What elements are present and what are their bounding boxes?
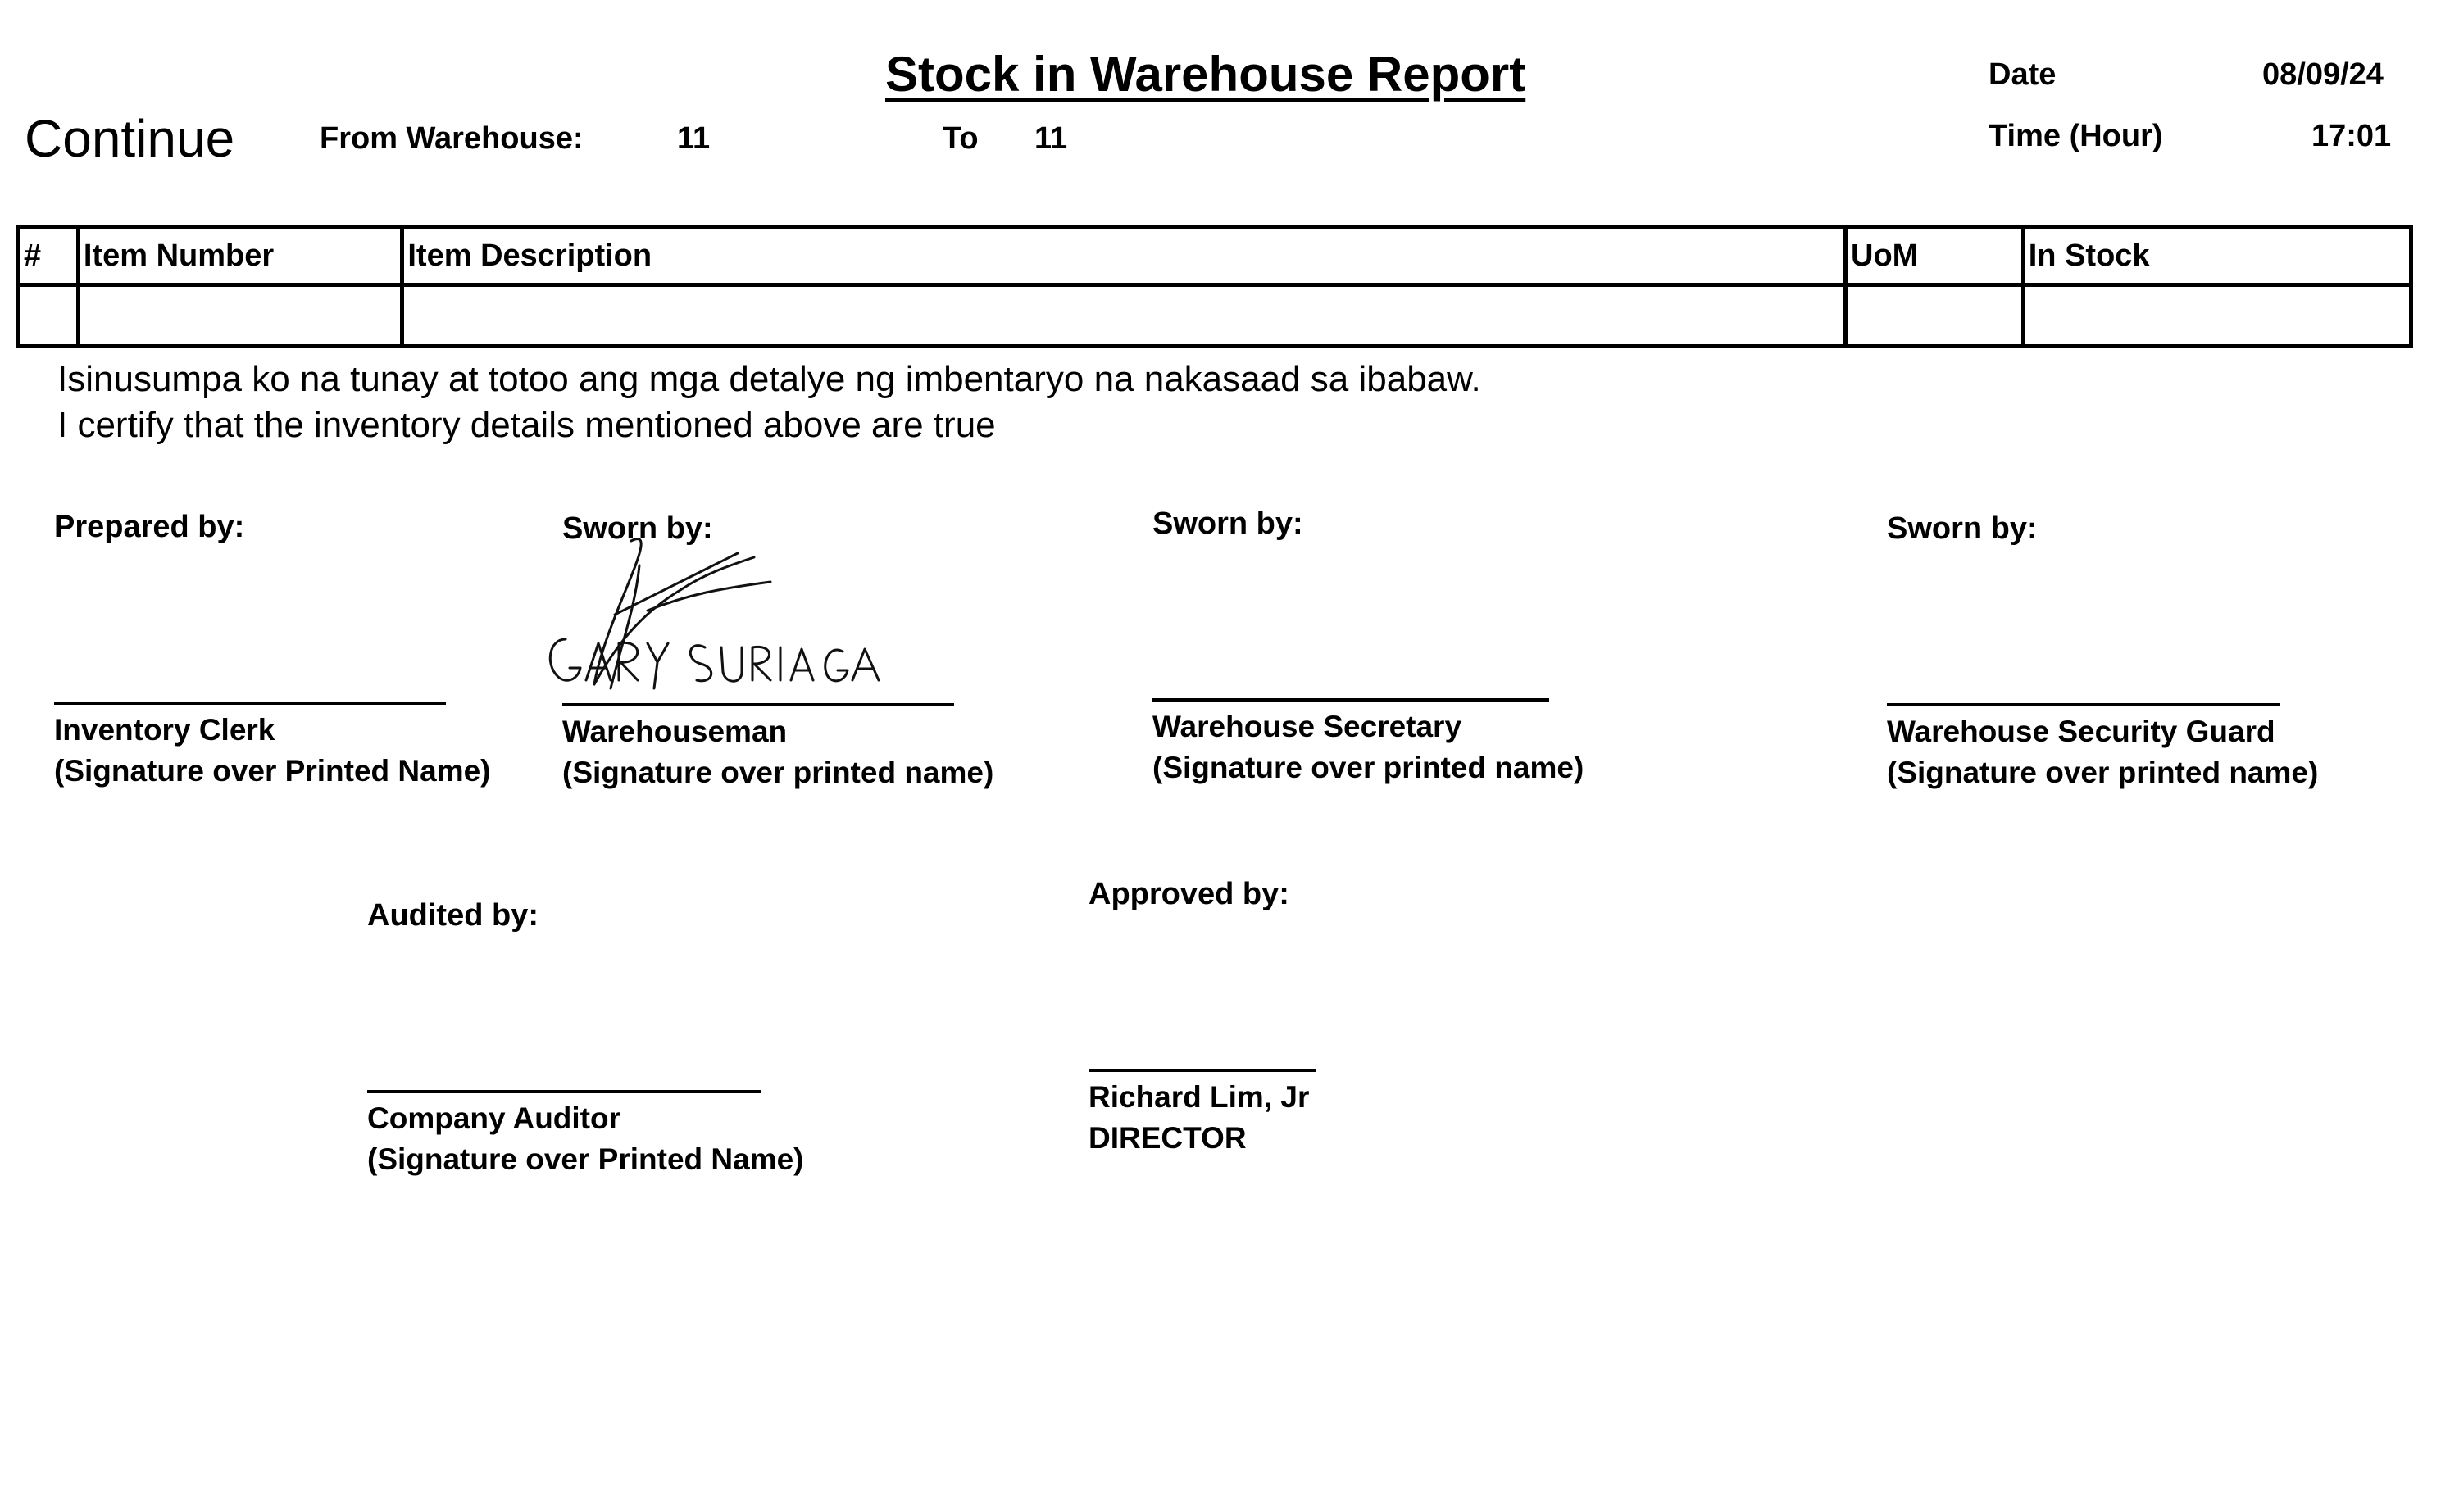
prepared-note: (Signature over Printed Name) [54, 754, 491, 788]
date-label: Date [1989, 57, 2057, 92]
date-value: 08/09/24 [2262, 57, 2384, 92]
from-warehouse-label: From Warehouse: [320, 121, 584, 156]
warehouseman-role: Warehouseman [562, 715, 788, 748]
time-label: Time (Hour) [1989, 119, 2163, 153]
prepared-role: Inventory Clerk [54, 713, 275, 747]
to-label: To [943, 121, 979, 156]
report-title: Stock in Warehouse Report [885, 47, 1526, 102]
inventory-table [16, 225, 2413, 348]
table-cell [1846, 285, 2024, 347]
director-title: DIRECTOR [1089, 1121, 1247, 1155]
prepared-by-heading: Prepared by: [54, 510, 245, 544]
column-header-item-description: Item Description [402, 227, 1846, 285]
column-header-uom: UoM [1846, 227, 2024, 285]
security-guard-note: (Signature over printed name) [1887, 756, 2319, 789]
table-header-row [19, 227, 2411, 285]
column-header-in-stock: In Stock [2023, 227, 2411, 285]
handwritten-signature [541, 516, 967, 729]
prepared-signature-line [54, 702, 446, 705]
column-header-item-number: Item Number [78, 227, 402, 285]
audited-by-heading: Audited by: [367, 898, 539, 933]
certification-tagalog: Isinusumpa ko na tunay at totoo ang mga detalye ng imbentaryo na nakasaad sa ibabaw. [57, 359, 1481, 399]
sworn-by-heading-2: Sworn by: [1152, 506, 1303, 541]
security-guard-role: Warehouse Security Guard [1887, 715, 2275, 748]
column-header-number: # [19, 227, 79, 285]
table-row [19, 285, 2411, 347]
director-signature-line [1089, 1069, 1316, 1072]
director-name: Richard Lim, Jr [1089, 1080, 1310, 1114]
warehouseman-note: (Signature over printed name) [562, 756, 994, 789]
from-warehouse-value: 11 [677, 121, 711, 156]
continue-label: Continue [25, 109, 235, 168]
table-cell [2023, 285, 2411, 347]
to-warehouse-value: 11 [1034, 121, 1068, 156]
approved-by-heading: Approved by: [1089, 877, 1289, 911]
secretary-role: Warehouse Secretary [1152, 710, 1462, 743]
table-cell [78, 285, 402, 347]
auditor-role: Company Auditor [367, 1101, 621, 1135]
certification-english: I certify that the inventory details mentioned above are true [57, 405, 996, 445]
sworn-by-heading-3: Sworn by: [1887, 511, 2038, 546]
sworn-by-heading-1: Sworn by: [562, 511, 713, 546]
auditor-signature-line [367, 1090, 761, 1093]
auditor-note: (Signature over Printed Name) [367, 1142, 804, 1176]
table-cell [19, 285, 79, 347]
secretary-signature-line [1152, 698, 1549, 702]
secretary-note: (Signature over printed name) [1152, 751, 1584, 784]
time-value: 17:01 [2311, 119, 2392, 153]
security-guard-signature-line [1887, 703, 2280, 706]
table-cell [402, 285, 1846, 347]
